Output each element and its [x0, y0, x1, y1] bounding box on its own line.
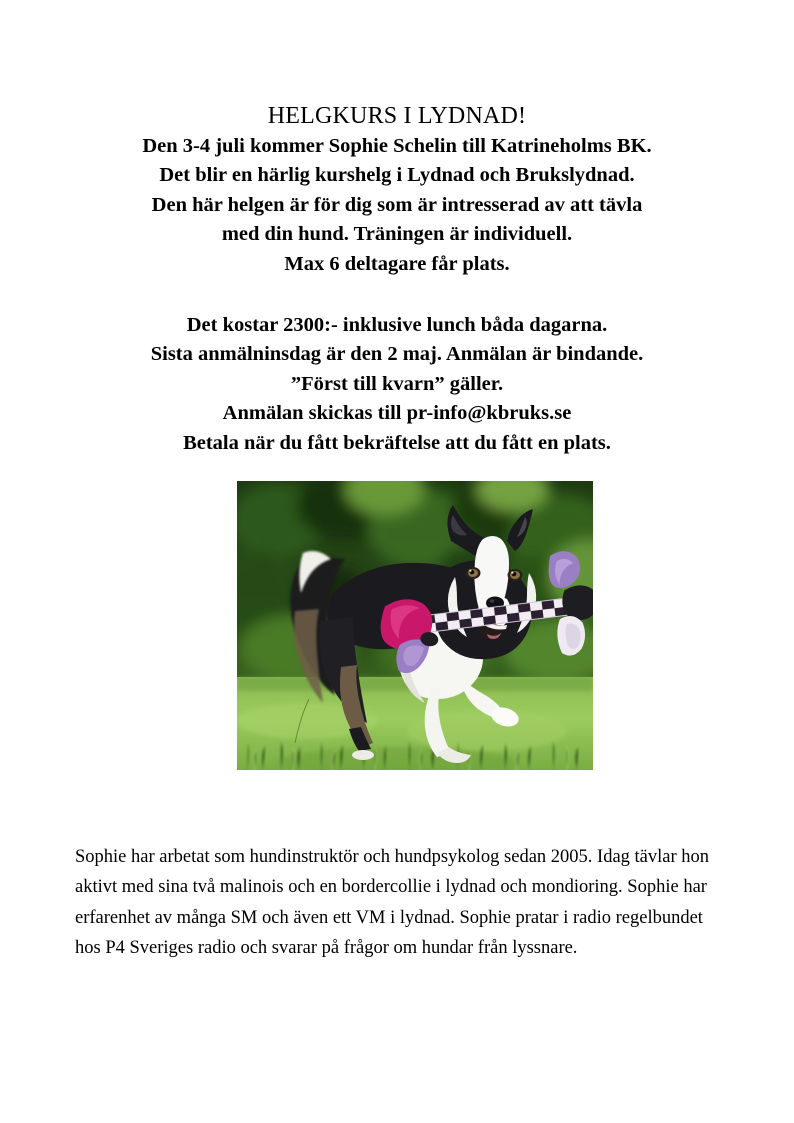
intro-line: med din hund. Träningen är individuell. [221, 223, 573, 246]
page-title: HELGKURS I LYDNAD! [267, 103, 527, 130]
intro-paragraph-block [60, 132, 734, 279]
details-line: Det kostar 2300:- inklusive lunch båda dagarna. [186, 314, 608, 336]
details-line: ”Först till kvarn” gäller. [290, 372, 504, 395]
intro-line: Den 3-4 juli kommer Sophie Schelin till Katrineholms BK. [142, 135, 652, 157]
intro-line: Den här helgen är för dig som är intresserad av att tävla [151, 193, 643, 216]
intro-line: Det blir en härlig kurshelg i Lydnad och Brukslydnad. [159, 164, 635, 187]
details-paragraph-block [60, 311, 734, 458]
details-line-email: Anmälan skickas till pr-info@kbruks.se [222, 402, 572, 425]
details-line: Sista anmälninsdag är den 2 maj. Anmälan är bindande. [150, 343, 644, 366]
details-line: Betala när du fått bekräftelse att du fått en plats. [183, 431, 611, 454]
bio-paragraph: Sophie har arbetat som hundinstruktör och hundpsykolog sedan 2005. Idag tävlar hon aktivt med sina två malinois och en bordercollie i lydnad och mondioring. Sophie har erfarenhet av många SM och även ett VM i lydnad. Sophie pratar i radio regelbundet hos P4 Sveriges radio och svarar på frågor om hundar från lyssnare. [75, 846, 710, 958]
dog-photo [237, 481, 593, 770]
intro-line: Max 6 deltagare får plats. [284, 252, 510, 275]
dog-photo-illustration [237, 481, 593, 770]
